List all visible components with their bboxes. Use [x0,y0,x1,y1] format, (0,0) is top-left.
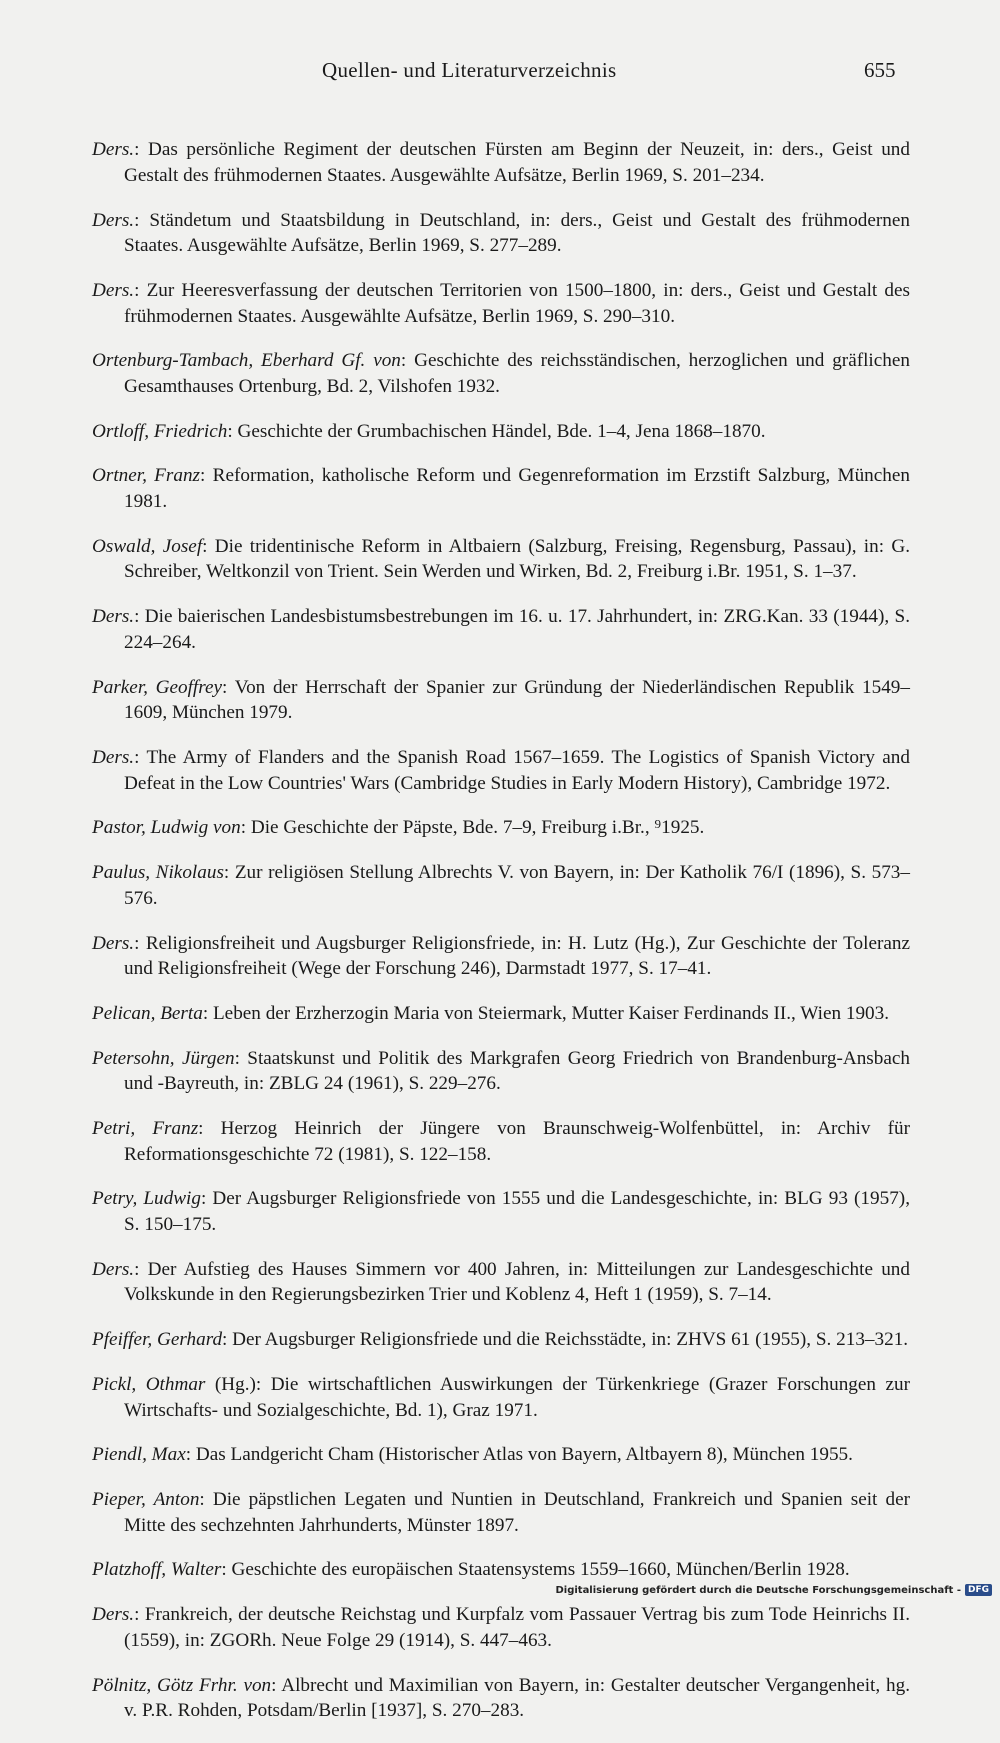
entry-text: : Die tridentinische Reform in Altbaiern (Salzburg, Freising, Regensburg, Passau), in: G. Schreiber, Weltkonzil von Trient. Sein Werden und Wirken, Bd. 2, Freiburg i.Br. 1951, S. 1–37. [124,535,910,583]
bibliography-entry [92,1327,910,1353]
entry-text: : Die baierischen Landesbistumsbestrebungen im 16. u. 17. Jahrhundert, in: ZRG.Kan. 33 (1944), S. 224–264. [124,606,910,653]
bibliography-entry [92,1442,910,1468]
bibliography-entry [92,1116,910,1167]
entry-text: : Die Geschichte der Päpste, Bde. 7–9, Freiburg i.Br., ⁹1925. [240,817,705,839]
bibliography-entry [92,931,910,982]
entry-author: Ders. [92,746,135,768]
entry-text: : Frankreich, der deutsche Reichstag und Kurpfalz vom Passauer Vertrag bis zum Tode Heinrichs II. (1559), in: ZGORh. Neue Folge 29 (1914), S. 447–463. [124,1604,910,1651]
bibliography-entry [92,860,910,911]
entry-author: Ortner, Franz [92,465,201,487]
credit-text: Digitalisierung gefördert durch die Deutsche Forschungsgemeinschaft - [555,1584,961,1596]
digitization-credit [555,1584,992,1596]
entry-author: Piendl, Max [92,1444,186,1466]
entry-text: (Hg.): Die wirtschaftlichen Auswirkungen der Türkenkriege (Grazer Forschungen zur Wirtschafts- und Sozialgeschichte, Bd. 1), Graz 1971. [124,1373,910,1421]
bibliography-entry [92,675,910,726]
bibliography-entry [92,208,910,259]
entry-author: Pölnitz, Götz Frhr. von [92,1674,272,1696]
entry-text: : Geschichte des europäischen Staatensystems 1559–1660, München/Berlin 1928. [221,1559,850,1581]
entry-author: Platzhoff, Walter [92,1559,222,1581]
bibliography-entry [92,463,910,514]
entry-author: Pieper, Anton [92,1489,200,1511]
entry-author: Ortloff, Friedrich [92,420,228,442]
entry-text: : Von der Herrschaft der Spanier zur Gründung der Niederländischen Republik 1549–1609, München 1979. [124,676,910,724]
entry-author: Oswald, Josef [92,535,203,557]
entry-author: Ortenburg-Tambach, Eberhard Gf. von [92,350,401,372]
entry-author: Paulus, Nikolaus [92,862,224,884]
page-number: 655 [864,58,896,82]
entry-author: Ders. [92,279,135,301]
bibliography-entry [92,1186,910,1237]
entry-text: : Zur religiösen Stellung Albrechts V. von Bayern, in: Der Katholik 76/I (1896), S. 573–576. [124,862,910,909]
entry-text: : The Army of Flanders and the Spanish Road 1567–1659. The Logistics of Spanish Victory and Defeat in the Low Countries' Wars (Cambridge Studies in Early Modern History), Cambridge 1972. [124,746,910,794]
entry-text: : Religionsfreiheit und Augsburger Religionsfriede, in: H. Lutz (Hg.), Zur Geschichte der Toleranz und Religionsfreiheit (Wege der Forschung 246), Darmstadt 1977, S. 17–41. [124,932,910,980]
bibliography-entry [92,419,910,445]
dfg-logo: DFG [965,1584,992,1596]
bibliography-entry [92,1602,910,1653]
entry-text: : Geschichte des reichsständischen, herzoglichen und gräflichen Gesamthauses Ortenburg, Bd. 2, Vilshofen 1932. [124,350,910,397]
bibliography-entry [92,1372,910,1423]
entry-text: : Der Augsburger Religionsfriede von 1555 und die Landesgeschichte, in: BLG 93 (1957), S. 150–175. [124,1188,910,1235]
entry-text: : Albrecht und Maximilian von Bayern, in: Gestalter deutscher Vergangenheit, hg. v. P.R. Rohden, Potsdam/Berlin [1937], S. 270–283. [124,1674,910,1722]
bibliography-entry [92,745,910,796]
entry-author: Ders. [92,209,135,231]
entry-author: Ders. [92,932,135,954]
entry-author: Ders. [92,139,135,161]
bibliography-entry [92,1557,910,1583]
entry-text: : Geschichte der Grumbachischen Händel, Bde. 1–4, Jena 1868–1870. [227,420,766,442]
entry-text: : Die päpstlichen Legaten und Nuntien in Deutschland, Frankreich und Spanien seit der Mitte des sechzehnten Jahrhunderts, Münster 1897. [124,1489,910,1536]
entry-text: : Das Landgericht Cham (Historischer Atlas von Bayern, Altbayern 8), München 1955. [185,1444,853,1466]
bibliography-entry [92,348,910,399]
bibliography-entry [92,278,910,329]
running-header [0,58,1000,88]
entry-text: : Herzog Heinrich der Jüngere von Braunschweig-Wolfenbüttel, in: Archiv für Reformationsgeschichte 72 (1981), S. 122–158. [124,1118,910,1165]
entry-author: Pelican, Berta [92,1002,203,1024]
entry-author: Ders. [92,606,135,628]
bibliography-list [92,118,910,1743]
entry-author: Pfeiffer, Gerhard [92,1329,223,1351]
entry-author: Petry, Ludwig [92,1188,201,1210]
entry-text: : Der Augsburger Religionsfriede und die Reichsstädte, in: ZHVS 61 (1955), S. 213–321. [222,1329,909,1351]
entry-text: : Reformation, katholische Reform und Gegenreformation im Erzstift Salzburg, München 1981. [124,465,910,513]
entry-text: : Das persönliche Regiment der deutschen Fürsten am Beginn der Neuzeit, in: ders., Geist und Gestalt des frühmodernen Staates. Ausgewählte Aufsätze, Berlin 1969, S. 201–234. [124,139,910,186]
entry-author: Ders. [92,1604,135,1626]
entry-text: : Leben der Erzherzogin Maria von Steiermark, Mutter Kaiser Ferdinands II., Wien 1903. [202,1002,890,1024]
entry-author: Ders. [92,1258,135,1280]
bibliography-entry [92,1257,910,1308]
entry-text: : Ständetum und Staatsbildung in Deutschland, in: ders., Geist und Gestalt des frühmodernen Staates. Ausgewählte Aufsätze, Berlin 1969, S. 277–289. [124,209,910,257]
bibliography-entry [92,815,910,841]
bibliography-entry [92,534,910,585]
entry-author: Petri, Franz [92,1118,199,1140]
bibliography-entry [92,1673,910,1724]
entry-text: : Zur Heeresverfassung der deutschen Territorien von 1500–1800, in: ders., Geist und Gestalt des frühmodernen Staates. Ausgewählte Aufsätze, Berlin 1969, S. 290–310. [124,279,910,327]
bibliography-entry [92,604,910,655]
entry-author: Pickl, Othmar [92,1373,206,1395]
entry-text: : Der Aufstieg des Hauses Simmern vor 400 Jahren, in: Mitteilungen zur Landesgeschichte und Volkskunde in den Regierungsbezirken Trier und Koblenz 4, Heft 1 (1959), S. 7–14. [124,1258,910,1306]
running-title: Quellen- und Literaturverzeichnis [322,58,617,82]
bibliography-entry [92,1001,910,1027]
entry-text: : Staatskunst und Politik des Markgrafen Georg Friedrich von Brandenburg-Ansbach und -Bayreuth, in: ZBLG 24 (1961), S. 229–276. [124,1047,910,1095]
entry-author: Parker, Geoffrey [92,676,223,698]
entry-author: Petersohn, Jürgen [92,1047,235,1069]
bibliography-entry [92,1046,910,1097]
entry-author: Pastor, Ludwig von [92,817,241,839]
bibliography-entry [92,1487,910,1538]
bibliography-entry [92,137,910,188]
